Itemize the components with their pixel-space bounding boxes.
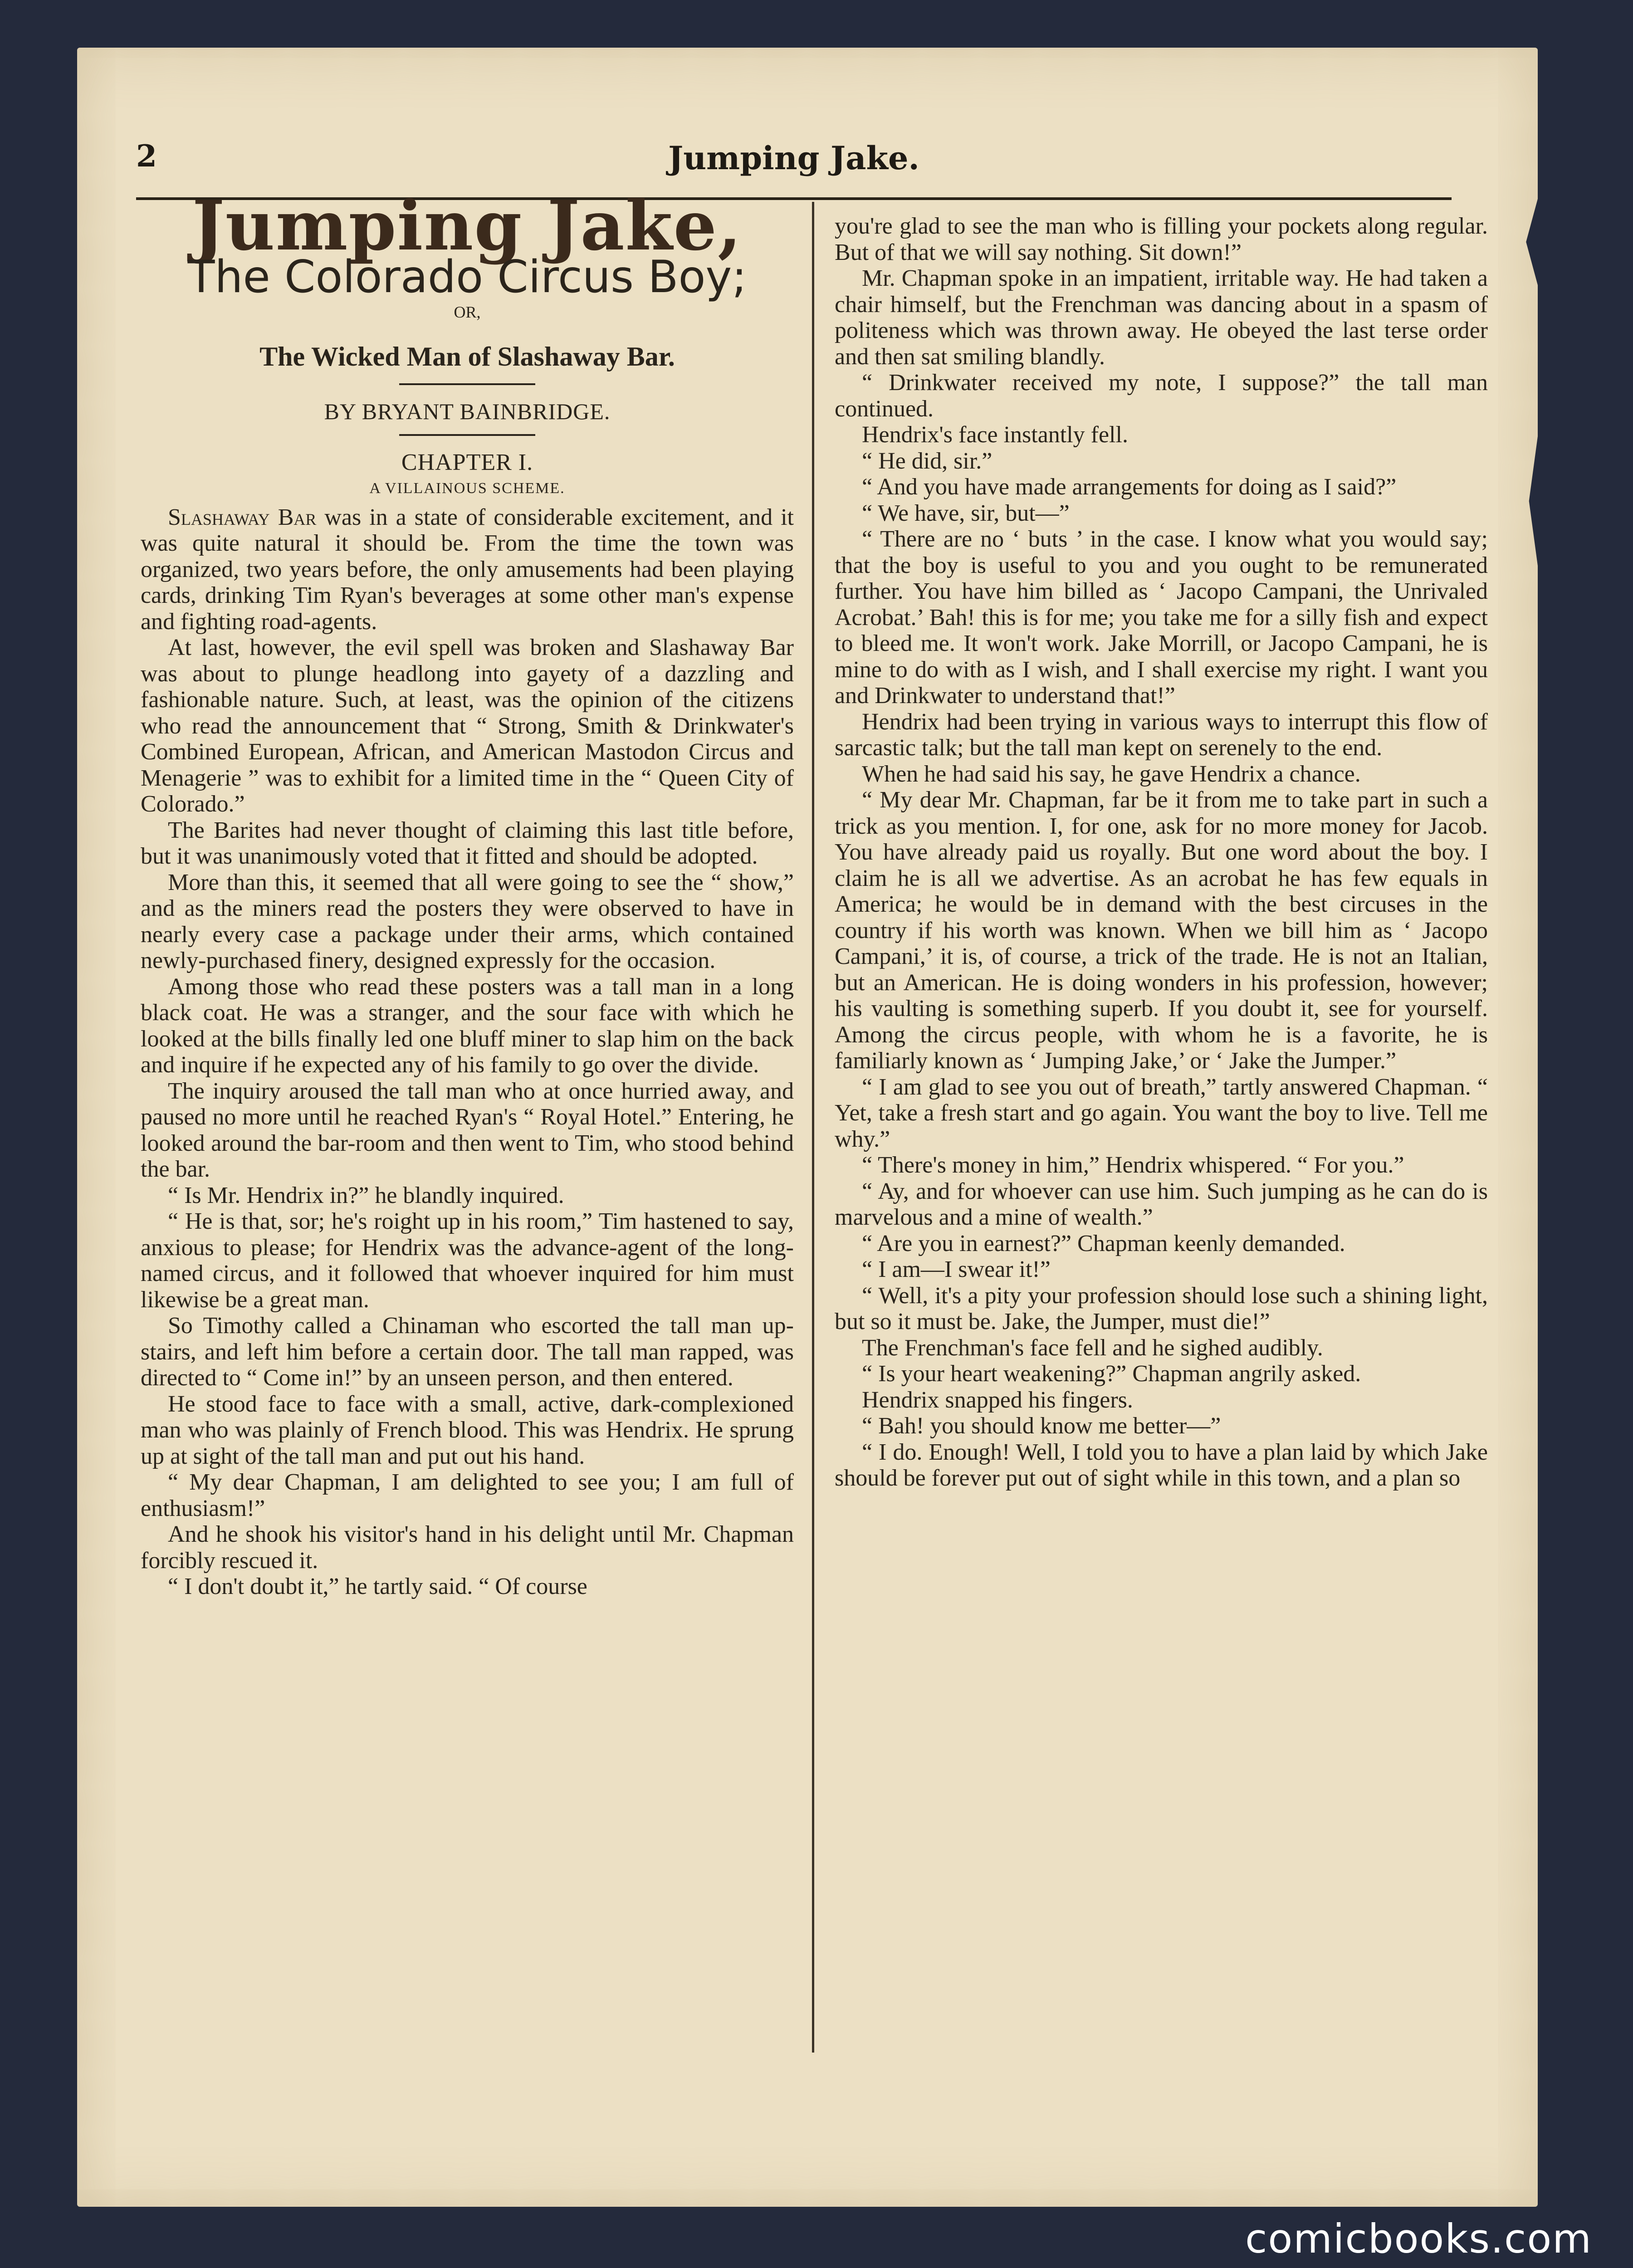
- paragraph: The Frenchman's face fell and he sighed audibly.: [862, 1334, 1323, 1361]
- page-number: 2: [136, 138, 157, 174]
- paragraph: “ We have, sir, but—”: [862, 500, 1070, 526]
- paragraph: “ Is your heart weakening?” Chapman angrily asked.: [862, 1361, 1361, 1387]
- byline: BY BRYANT BAINBRIDGE.: [324, 399, 611, 424]
- paragraph: More than this, it seemed that all were going to see the “ show,” and as the miners read the posters they were observed to have in nearly every case a package under their arms, which contained newly-purchased finery, designed expressly for the occasion.: [141, 869, 794, 973]
- paragraph: Mr. Chapman spoke in an impatient, irritable way. He had taken a chair himself, but the Frenchman was dancing about in a spasm of politeness which was thrown away. He obeyed the last terse order and then sat smiling blandly.: [835, 265, 1488, 370]
- paragraph-continued: you're glad to see the man who is filling your pockets along regular. But of that we will say nothing. Sit down!”: [835, 213, 1488, 265]
- paragraph: “ There's money in him,” Hendrix whispered. “ For you.”: [862, 1152, 1404, 1178]
- story-title: Jumping Jake,: [192, 186, 743, 266]
- story-subtitle: The Colorado Circus Boy;: [187, 251, 747, 303]
- paragraph: “ I don't doubt it,” he tartly said. “ Of course: [168, 1574, 587, 1599]
- column-divider: [812, 202, 814, 2053]
- lead-in: Slashaway Bar: [168, 504, 317, 530]
- paragraph: “ Ay, and for whoever can use him. Such jumping as he can do is marvelous and a mine of wealth.”: [835, 1178, 1488, 1230]
- title-rule: [399, 383, 535, 385]
- paragraph: “ Are you in earnest?” Chapman keenly demanded.: [862, 1230, 1345, 1256]
- paragraph: [141, 504, 794, 635]
- paragraph-text: was in a state of considerable excitement, and it was quite natural it should be. From the time the town was organized, two years before, the only amusements had been playing cards, drinking Tim Ryan's beverages at some other man's expense and fighting road-agents.: [141, 504, 794, 635]
- paragraph: At last, however, the evil spell was broken and Slashaway Bar was about to plunge headlong into gayety of a dazzling and fashionable nature. Such, at least, was the opinion of the citizens who read the announcement that “ Strong, Smith & Drinkwater's Combined European, African, and American Mastodon Circus and Menagerie ” was to exhibit for a limited time in the “ Queen City of Colorado.”: [141, 635, 794, 817]
- paragraph: “ I do. Enough! Well, I told you to have a plan laid by which Jake should be forever put out of sight while in this town, and a plan so: [835, 1439, 1488, 1491]
- paragraph: Hendrix snapped his fingers.: [862, 1387, 1133, 1413]
- paragraph: Hendrix's face instantly fell.: [862, 422, 1128, 448]
- running-title: Jumping Jake.: [668, 139, 919, 177]
- left-column: [141, 186, 794, 1600]
- paragraph: When he had said his say, he gave Hendrix a chance.: [862, 761, 1361, 787]
- paragraph: “ Well, it's a pity your profession should lose such a shining light, but so it must be. Jake, the Jumper, must die!”: [835, 1282, 1488, 1334]
- paragraph: “ My dear Chapman, I am delighted to see you; I am full of enthusiasm!”: [141, 1469, 794, 1521]
- paragraph: So Timothy called a Chinaman who escorted the tall man up-stairs, and left him before a certain door. The tall man rapped, was directed to “ Come in!” by an unseen person, and then entered.: [141, 1313, 794, 1391]
- paragraph: “ There are no ‘ buts ’ in the case. I know what you would say; that the boy is useful to you and you ought to be remunerated further. You have him billed as ‘ Jacopo Campani, the Unrivaled Acrobat.’ Bah! this is for me; you take me for a silly fish and expect to bleed me. It won't work. Jake Morrill, or Jacopo Campani, he is mine to do with as I wish, and I shall exercise my right. I want you and Drinkwater to understand that!”: [835, 526, 1488, 709]
- paragraph: “ I am—I swear it!”: [862, 1256, 1051, 1282]
- byline-rule: [399, 434, 535, 436]
- paragraph: “ He is that, sor; he's roight up in his room,” Tim hastened to say, anxious to please; for Hendrix was the advance-agent of the long-named circus, and it followed that whoever inquired for him must likewise be a great man.: [141, 1208, 794, 1313]
- paragraph: “ I am glad to see you out of breath,” tartly answered Chapman. “ Yet, take a fresh start and go again. You want the boy to live. Tell me why.”: [835, 1074, 1488, 1152]
- paragraph: “ Drinkwater received my note, I suppose?” the tall man continued.: [835, 370, 1488, 422]
- paragraph: “ Is Mr. Hendrix in?” he blandly inquired.: [168, 1182, 564, 1208]
- paragraph: The Barites had never thought of claiming this last title before, but it was unanimously voted that it fitted and should be adopted.: [141, 817, 794, 869]
- right-column: [835, 213, 1488, 1491]
- site-watermark: comicbooks.com: [1245, 2215, 1592, 2262]
- or-separator: OR,: [454, 303, 481, 321]
- paragraph: “ And you have made arrangements for doing as I said?”: [862, 474, 1397, 500]
- paragraph: Among those who read these posters was a tall man in a long black coat. He was a stranger, and the sour face with which he looked at the bills finally led one bluff miner to slap him on the back and inquire if he expected any of his family to go over the divide.: [141, 973, 794, 1078]
- paragraph: “ My dear Mr. Chapman, far be it from me to take part in such a trick as you mention. I, for one, ask for no more money for Jacob. You have already paid us royally. But one word about the boy. I claim he is all we advertise. As an acrobat he has few equals in America; he would be in demand with the best circuses in the country if his worth was known. When we bill him as ‘ Jacopo Campani,’ it is, of course, a trick of the trade. He is not an Italian, but an American. He is doing wonders in his profession, however; his vaulting is something superb. If you doubt it, see for yourself. Among the circus people, with whom he is a favorite, he is familiarly known as ‘ Jumping Jake,’ or ‘ Jake the Jumper.”: [835, 787, 1488, 1074]
- chapter-heading: CHAPTER I.: [401, 449, 533, 475]
- paragraph: “ He did, sir.”: [862, 448, 993, 474]
- chapter-title: A VILLAINOUS SCHEME.: [369, 480, 565, 497]
- paragraph: “ Bah! you should know me better—”: [862, 1413, 1221, 1439]
- paragraph: He stood face to face with a small, active, dark-complexioned man who was plainly of French blood. This was Hendrix. He sprung up at sight of the tall man and put out his hand.: [141, 1391, 794, 1469]
- paragraph: And he shook his visitor's hand in his delight until Mr. Chapman forcibly rescued it.: [141, 1521, 794, 1574]
- paragraph: Hendrix had been trying in various ways to interrupt this flow of sarcastic talk; but the tall man kept on serenely to the end.: [835, 709, 1488, 761]
- story-alt-title: The Wicked Man of Slashaway Bar.: [259, 341, 675, 371]
- paragraph: The inquiry aroused the tall man who at once hurried away, and paused no more until he reached Ryan's “ Royal Hotel.” Entering, he looked around the bar-room and then went to Tim, who stood behind the bar.: [141, 1078, 794, 1182]
